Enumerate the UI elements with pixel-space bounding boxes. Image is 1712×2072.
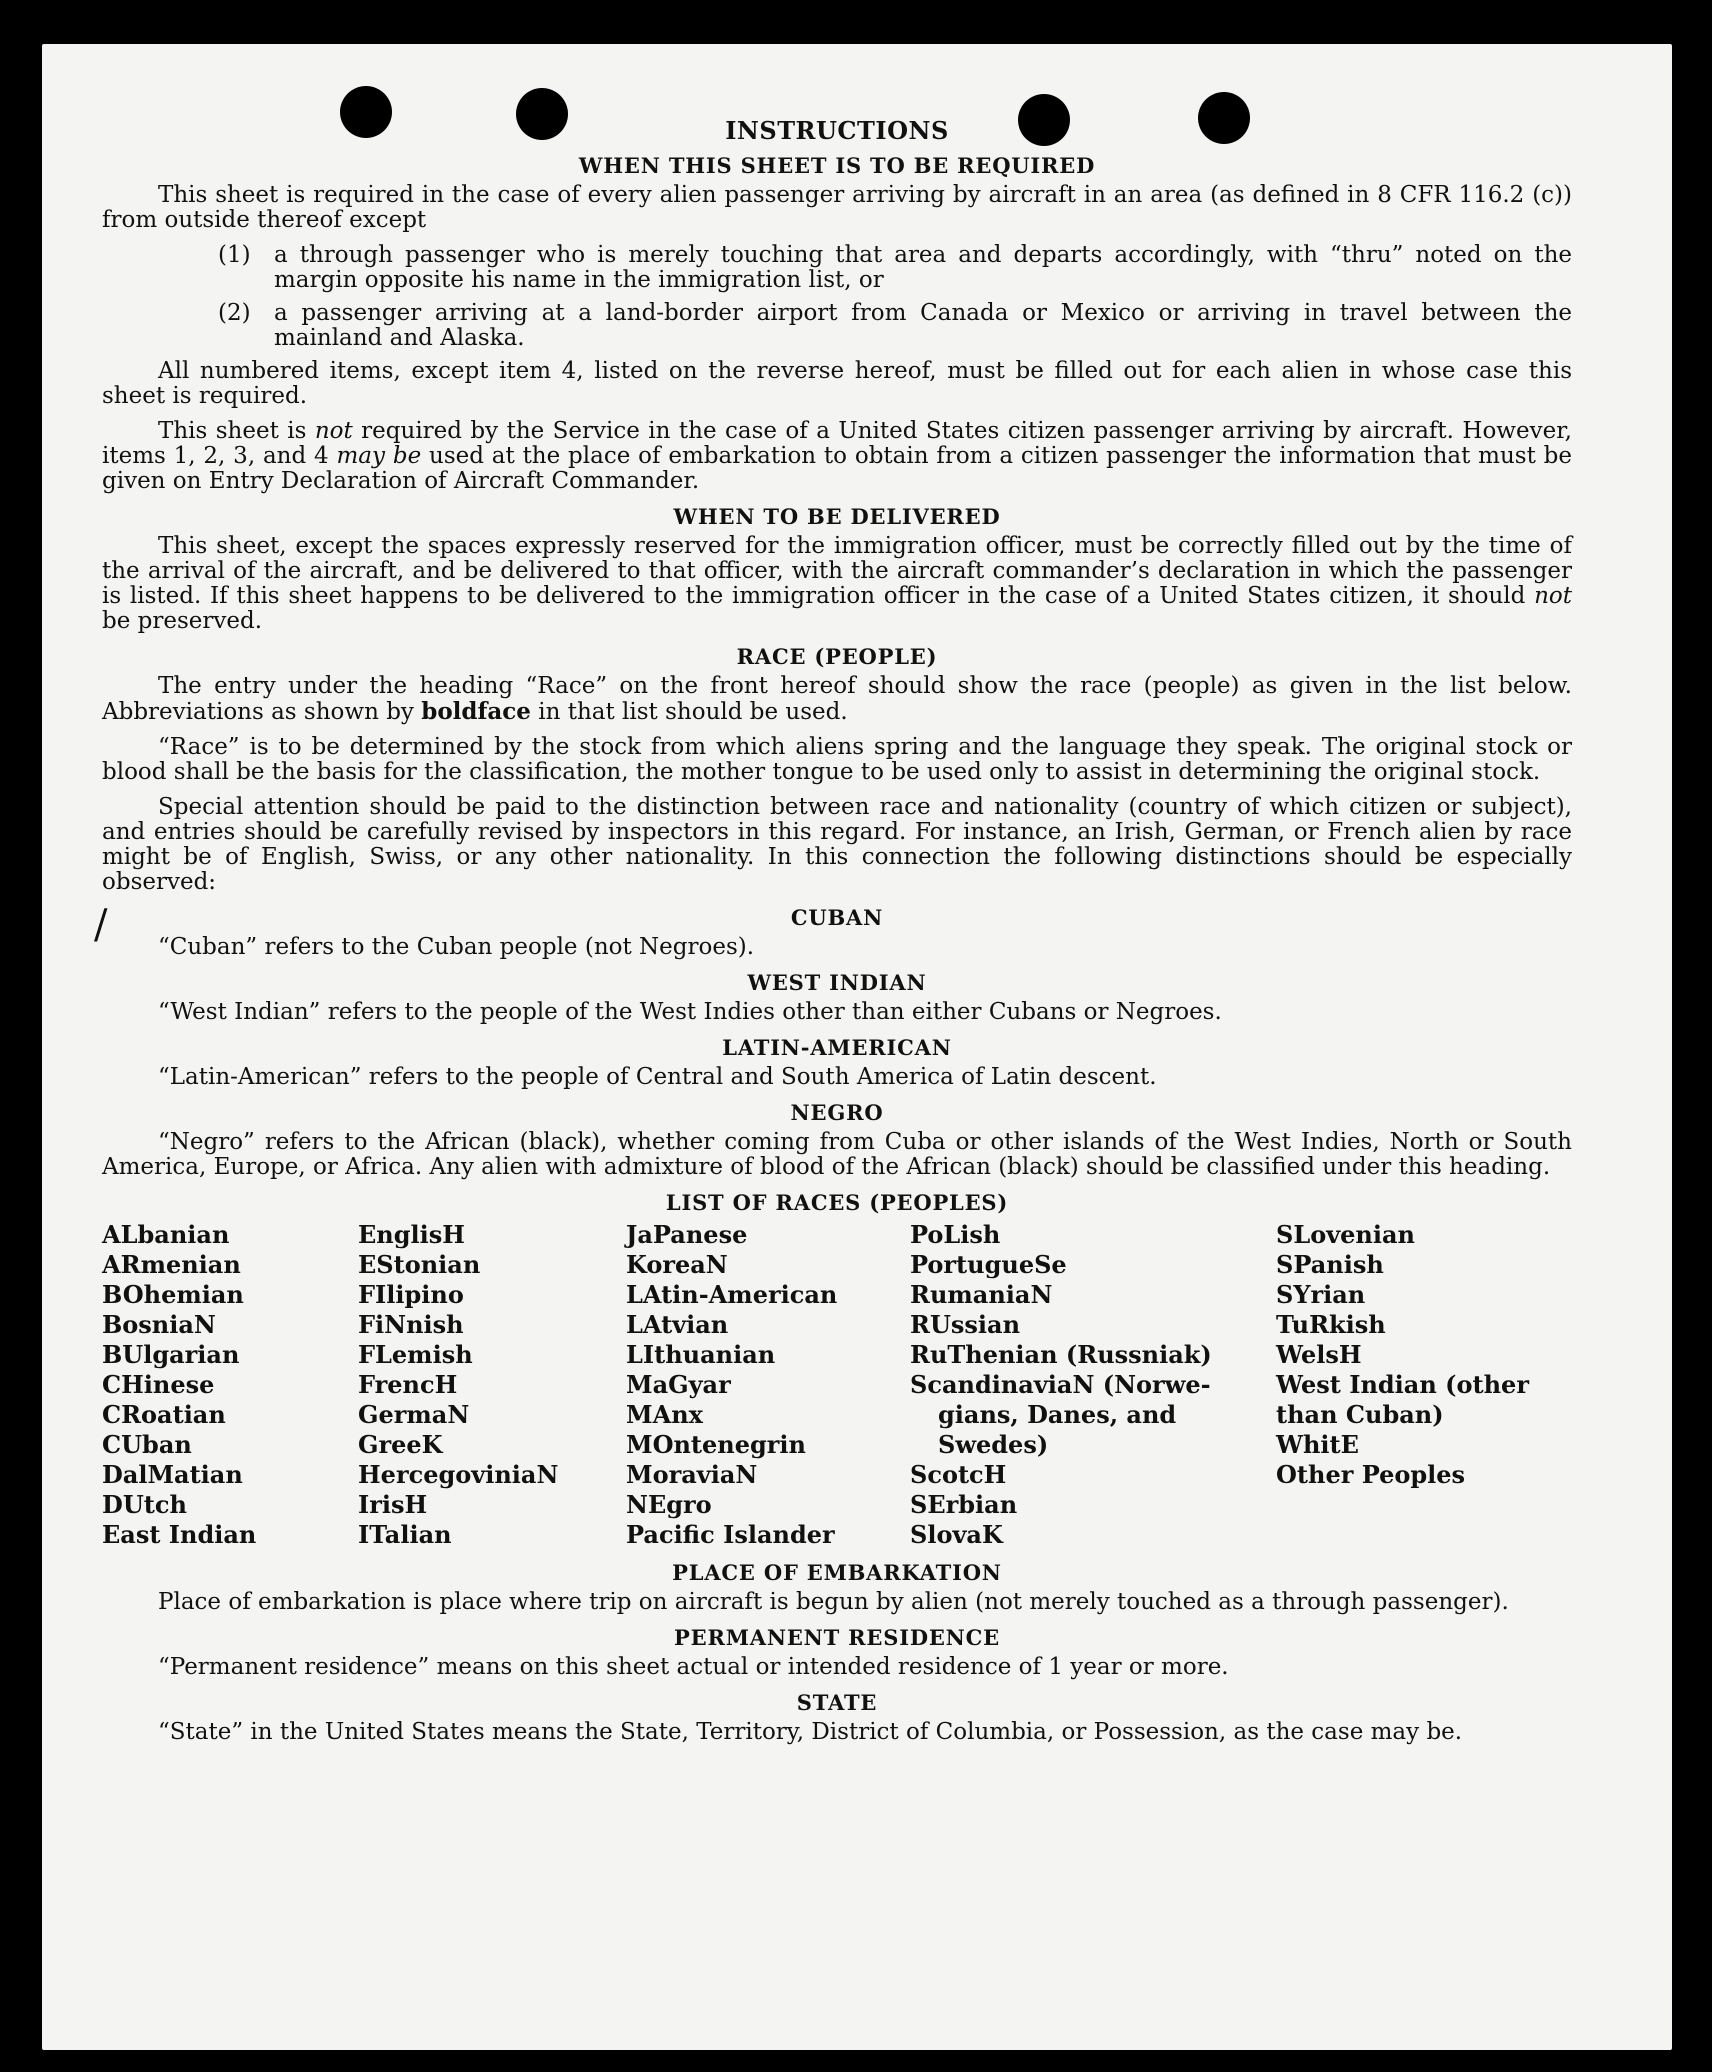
races-column — [910, 1220, 1276, 1550]
heading-list-of-races: LIST OF RACES (PEOPLES) — [665, 1190, 1009, 1215]
race-entry: LIthuanian — [626, 1340, 776, 1369]
race-entry: RuThenian (Russniak) — [910, 1340, 1212, 1369]
race-entry: BosniaN — [102, 1310, 216, 1339]
race-entry: ScotcH — [910, 1460, 1007, 1489]
heading-race: RACE (PEOPLE) — [736, 644, 938, 669]
definition: “Negro” refers to the African (black), whether coming from Cuba or other islands of the West Indies, North or South America, Europe, or Africa. Any alien with admixture of blood of the African (black) should be classified under this heading. — [102, 1129, 1572, 1180]
race-entry: LAtvian — [626, 1310, 729, 1339]
race-entry: ScandinaviaN (Norwe- — [910, 1370, 1211, 1399]
race-entry: SLovenian — [1276, 1220, 1415, 1249]
race-entry: GreeK — [358, 1430, 443, 1459]
races-column — [358, 1220, 626, 1550]
race-entry: TuRkish — [1276, 1310, 1386, 1339]
race-entry: SYrian — [1276, 1280, 1366, 1309]
definition: “West Indian” refers to the people of the West Indies other than either Cubans or Negroes. — [158, 999, 1222, 1025]
race-entry: DalMatian — [102, 1460, 243, 1489]
race-entry: SPanish — [1276, 1250, 1384, 1279]
heading-cuban: CUBAN — [790, 905, 884, 930]
definition: “State” in the United States means the State, Territory, District of Columbia, or Possession, as the case may be. — [158, 1719, 1463, 1745]
item-text: a through passenger who is merely touching that area and departs accordingly, with “thru” noted on the margin opposite his name in the immigration list, or — [274, 242, 1572, 293]
paragraph: This sheet, except the spaces expressly reserved for the immigration officer, must be correctly filled out by the time of the arrival of the aircraft, and be delivered to that officer, with the aircraft commander’s declaration in which the passenger is listed. If this sheet happens to be delivered to the immigration officer in the case of a United States citizen, it should not be preserved. — [102, 533, 1572, 634]
paragraph: All numbered items, except item 4, listed on the reverse hereof, must be filled out for each alien in whose case this sheet is required. — [102, 358, 1572, 409]
race-entry: EStonian — [358, 1250, 481, 1279]
paragraph: This sheet is required in the case of every alien passenger arriving by aircraft in an area (as defined in 8 CFR 116.2 (c)) from outside thereof except — [102, 182, 1572, 233]
race-entry: SErbian — [910, 1490, 1018, 1519]
race-entry: Other Peoples — [1276, 1460, 1466, 1489]
race-entry: RUssian — [910, 1310, 1021, 1339]
race-entry: NEgro — [626, 1490, 712, 1519]
exception-item — [218, 301, 1572, 351]
race-entry: MaGyar — [626, 1370, 731, 1399]
race-entry: GermaN — [358, 1400, 470, 1429]
race-entry: PortugueSe — [910, 1250, 1067, 1279]
instructions-text — [102, 118, 1572, 1755]
paragraph: This sheet is not required by the Service in the case of a United States citizen passenger arriving by aircraft. However, items 1, 2, 3, and 4 may be used at the place of embarkation to obtain from a citizen passenger the information that must be given on Entry Declaration of Aircraft Commander. — [102, 418, 1573, 494]
item-number: (2) — [218, 300, 251, 326]
heading-permanent-residence: PERMANENT RESIDENCE — [674, 1625, 1000, 1650]
heading-when-required: WHEN THIS SHEET IS TO BE REQUIRED — [578, 153, 1096, 178]
race-entry: West Indian (other — [1276, 1370, 1529, 1399]
race-entry: CHinese — [102, 1370, 215, 1399]
definition: Place of embarkation is place where trip on aircraft is begun by alien (not merely touched as a through passenger). — [158, 1589, 1509, 1615]
race-entry: PoLish — [910, 1220, 1001, 1249]
race-entry: CUban — [102, 1430, 192, 1459]
race-entry: JaPanese — [626, 1220, 748, 1249]
heading-latin-american: LATIN-AMERICAN — [722, 1035, 952, 1060]
definition: “Cuban” refers to the Cuban people (not Negroes). — [158, 934, 755, 960]
race-entry-continuation: than Cuban) — [1276, 1400, 1444, 1429]
races-list — [102, 1220, 1572, 1550]
race-entry: MOntenegrin — [626, 1430, 806, 1459]
definition: “Permanent residence” means on this sheet actual or intended residence of 1 year or more. — [158, 1654, 1229, 1680]
races-column — [1276, 1220, 1572, 1550]
race-entry: FrencH — [358, 1370, 458, 1399]
race-entry: ALbanian — [102, 1220, 230, 1249]
race-entry: FiNnish — [358, 1310, 464, 1339]
race-entry: FIlipino — [358, 1280, 464, 1309]
race-entry: WhitE — [1276, 1430, 1359, 1459]
paragraph: The entry under the heading “Race” on the front hereof should show the race (people) as given in the list below. Abbreviations as shown by boldface in that list should be used. — [102, 673, 1572, 725]
races-column — [626, 1220, 910, 1550]
race-entry: MAnx — [626, 1400, 703, 1429]
race-entry-continuation: Swedes) — [938, 1430, 1049, 1459]
race-entry: KoreaN — [626, 1250, 728, 1279]
race-entry: CRoatian — [102, 1400, 226, 1429]
race-entry: East Indian — [102, 1520, 257, 1549]
race-entry: FLemish — [358, 1340, 473, 1369]
exception-item — [218, 243, 1572, 293]
heading-state: STATE — [796, 1690, 878, 1715]
race-entry: LAtin-American — [626, 1280, 838, 1309]
race-entry: BUlgarian — [102, 1340, 240, 1369]
race-entry: EnglisH — [358, 1220, 465, 1249]
heading-west-indian: WEST INDIAN — [747, 970, 927, 995]
pen-mark: / — [94, 902, 108, 948]
paragraph: Special attention should be paid to the distinction between race and nationality (country of which citizen or subject), and entries should be carefully revised by inspectors in this regard. For instance, an Irish, German, or French alien by race might be of English, Swiss, or any other nationality. In this connection the following distinctions should be especially observed: — [102, 794, 1572, 895]
races-column — [102, 1220, 358, 1550]
race-entry: SlovaK — [910, 1520, 1003, 1549]
definition: “Latin-American” refers to the people of Central and South America of Latin descent. — [158, 1064, 1157, 1090]
heading-when-delivered: WHEN TO BE DELIVERED — [673, 504, 1001, 529]
race-entry-continuation: gians, Danes, and — [938, 1400, 1177, 1429]
item-text: a passenger arriving at a land-border airport from Canada or Mexico or arriving in travel between the mainland and Alaska. — [274, 300, 1572, 351]
page-title: INSTRUCTIONS — [725, 116, 949, 145]
race-entry: Pacific Islander — [626, 1520, 835, 1549]
heading-negro: NEGRO — [790, 1100, 884, 1125]
race-entry: HercegoviniaN — [358, 1460, 559, 1489]
race-entry: MoraviaN — [626, 1460, 758, 1489]
race-entry: WelsH — [1276, 1340, 1362, 1369]
race-entry: ITalian — [358, 1520, 452, 1549]
paragraph: “Race” is to be determined by the stock from which aliens spring and the language they speak. The original stock or blood shall be the basis for the classification, the mother tongue to be used only to assist in determining the original stock. — [102, 734, 1572, 785]
item-number: (1) — [218, 242, 251, 268]
race-entry: DUtch — [102, 1490, 187, 1519]
race-entry: RumaniaN — [910, 1280, 1053, 1309]
heading-place-of-embarkation: PLACE OF EMBARKATION — [672, 1560, 1002, 1585]
race-entry: BOhemian — [102, 1280, 244, 1309]
race-entry: ARmenian — [102, 1250, 241, 1279]
race-entry: IrisH — [358, 1490, 428, 1519]
